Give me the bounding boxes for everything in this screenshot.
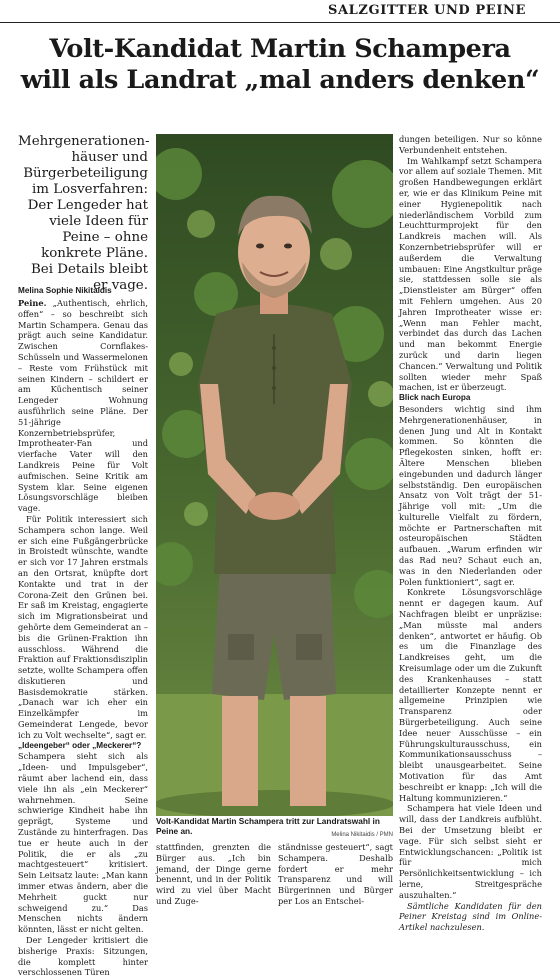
paragraph: Im Wahlkampf setzt Schampera vor allem auf soziale Themen. Mit großen Handbewegungen erklärt er, wie er das Klinikum Peine mit einer Hygienepolitik nach niederländischem Vorbild zum Leuchtturmprojekt für den Landkreis machen will. Als Konzernbetriebsprüfer will er außerdem die Verwaltung umbauen: Eine Angstkultur präge sie, stattdessen solle sie als „Dienstleister am Bürger“ offen mit Fehlern umgehen. Aus 20 Jahren Improtheater wisse er: „Wenn man Fehler macht, verbindet das durch das Lachen und man bekommt Energie zurück und darin liegen Chancen.“ Verwaltung und Politik sollten wieder mehr Spaß machen, ist er überzeugt. <box>399 155 542 393</box>
portrait-illustration <box>156 134 393 816</box>
section-label: SALZGITTER UND PEINE <box>328 3 526 18</box>
photo-caption: Volt-Kandidat Martin Schampera tritt zur Landratswahl in Peine an. <box>156 816 380 836</box>
continuation-left: stattfinden, grenzten die Bürger aus. „Ich bin jemand, der Dinge gerne benennt, und in der Politik wird zu viel über Macht und Zuge- <box>156 842 271 906</box>
subheading: Blick nach Europa <box>399 393 471 403</box>
lead-paragraph: Mehrgenerationen-häuser und Bürgerbeteiligung im Losverfahren: Der Lengeder hat viele Ideen für Peine – ohne konkrete Pläne. Bei Details bleibt er vage. <box>18 134 150 293</box>
article-column-1 <box>18 298 148 978</box>
paragraph: Für Politik interessiert sich Schampera schon lange. Weil er sich eine Fußgängerbrücke in Broistedt wünschte, wandte er sich vor 17 Jahren erstmals an den Ortsrat, knüpfte dort Kontakte und trat in der Corona-Zeit den Grünen bei. Er saß im Kreistag, engagierte sich im Migrationsbeirat und gehörte dem Gemeinderat an – bis die Grünen-Fraktion ihn ausschloss. Während die Fraktion auf Fraktionsdisziplin setzte, wollte Schampera offen diskutieren und Basisdemokratie stärken. „Danach war ich eher ein Einzelkämpfer im Gemeinderat Lengede, bevor ich zu Volt wechselte“, sagt er. <box>18 513 148 740</box>
paragraph: Konkrete Lösungsvorschläge nennt er dagegen kaum. Auf Nachfragen bleibt er unpräzise: „Man müsste mal anders denken“, antwortet er häufig. Ob es um die Finanzlage des Landkreises geht, um die Kreisumlage oder um die Zukunft des Krankenhauses – statt detaillierter Konzepte nennt er allgemeine Prinzipien wie Transparenz oder Bürgerbeteiligung. Auch seine Idee neuer Ausschüsse – ein Führungskulturausschuss, ein Kommunikationsausschuss – bleibt unausgearbeitet. Seine Motivation für das Amt beschreibt er knapp: „Ich will die Haltung kommunizieren.“ <box>399 587 542 803</box>
photo-credit: Melina Nikitaidis / PMN <box>331 832 393 838</box>
headline <box>18 34 542 96</box>
paragraph: Schampera hat viele Ideen und will, dass der Landkreis aufblüht. Bei der Umsetzung bleibt er vage. Für sich selbst sieht er Entwicklungschancen: „Politik ist für mich Persönlichkeitsentwicklung – ich lerne, Streitgespräche auszuhalten.“ <box>399 803 542 900</box>
article-column-3 <box>399 134 542 933</box>
paragraph: Der Lengeder kritisiert die bisherige Praxis: Sitzungen, die komplett hinter verschlossenen Türen <box>18 935 148 978</box>
continuation-right: ständnisse gesteuert“, sagt Schampera. Deshalb fordert er mehr Transparenz und will Bürgerinnen und Bürger per Los an Entschei- <box>278 842 393 906</box>
paragraph: dungen beteiligen. Nur so könne Verbundenheit entstehen. <box>399 134 542 155</box>
subheading: „Ideengeber“ oder „Meckerer“? <box>18 740 142 750</box>
author-byline: Melina Sophie Nikitaidis <box>18 286 112 295</box>
headline-line-1: Volt-Kandidat Martin Schampera <box>49 34 511 64</box>
headline-line-2: will als Landrat „mal anders denken“ <box>20 65 540 95</box>
paragraph: Peine. „Authentisch, ehrlich, offen“ – so beschreibt sich Martin Schampera. Genau das prägt auch seine Kandidatur. Zwischen Cornflakes-Schüsseln und Wassermelonen – Reste vom Frühstück mit seinen Kindern – schildert er am Küchentisch seiner Lengeder Wohnung ausführlich seine Pläne. Der 51-jährige Konzernbetriebsprüfer, Improtheater-Fan und vierfache Vater will den Landkreis Peine für Volt aufmischen. Seine Kritik am System klar. Seine eigenen Lösungsvorschläge bleiben vage. <box>18 298 148 514</box>
article-photo <box>156 134 393 830</box>
section-header <box>0 0 560 23</box>
endnote: Sämtliche Kandidaten für den Peiner Kreistag sind im Online-Artikel nachzulesen. <box>399 900 542 933</box>
dateline: Peine. <box>18 298 47 308</box>
paragraph: Schampera sieht sich als „Ideen- und Impulsgeber“, räumt aber lachend ein, dass viele ihn als „ein Meckerer“ wahrnehmen. Seine schwierige Kindheit habe ihn geprägt, Systeme und Zustände zu hinterfragen. Das tue er heute auch in der Politik, die er als „zu machtgesteuert“ kritisiert. Sein Leitsatz laute: „Man kann immer etwas ändern, aber die Mehrheit guckt nur schweigend zu.“ Das Menschen nichts ändern könnten, lässt er nicht gelten. <box>18 751 148 935</box>
paragraph: Besonders wichtig sind ihm Mehrgenerationenhäuser, in denen Jung und Alt in Kontakt kommen. So könnten die Pflegekosten sinken, hofft er: Ältere Menschen blieben eingebunden und dadurch länger selbstständig. Den europäischen Ansatz von Volt trägt der 51-Jährige voll mit: „Um die kulturelle Vielfalt zu fördern, möchte er Partnerschaften mit osteuropäischen Städten aufbauen. „Warum erfinden wir das Rad neu? Schaut euch an, was in den Niederlanden oder Polen funktioniert“, sagt er. <box>399 403 542 587</box>
